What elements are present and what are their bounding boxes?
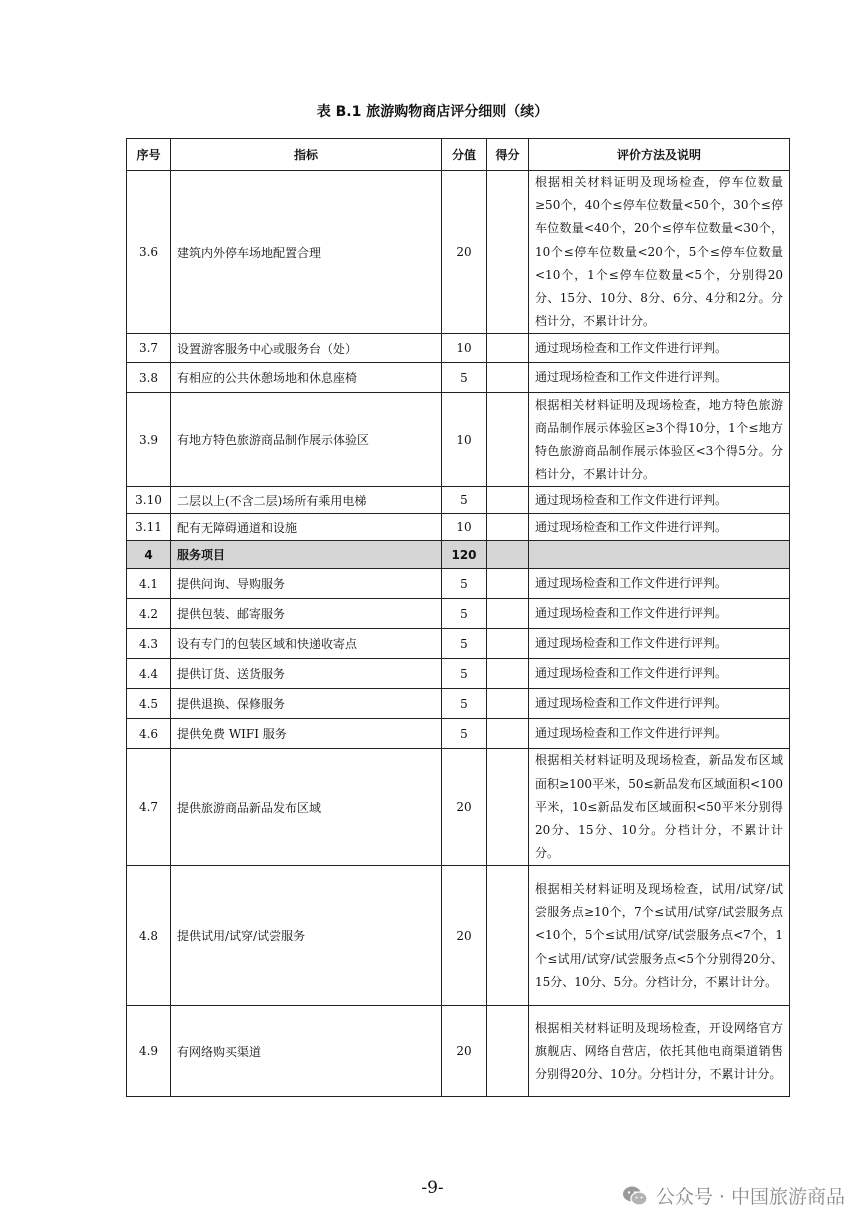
cell-method: 通过现场检查和工作文件进行评判。 bbox=[529, 689, 790, 719]
table-row bbox=[127, 659, 790, 689]
cell-method: 通过现场检查和工作文件进行评判。 bbox=[529, 363, 790, 393]
header-indicator: 指标 bbox=[171, 139, 442, 171]
cell-points bbox=[487, 514, 529, 541]
cell-method: 通过现场检查和工作文件进行评判。 bbox=[529, 487, 790, 514]
cell-no: 4.6 bbox=[127, 719, 171, 749]
cell-indicator: 提供订货、送货服务 bbox=[171, 659, 442, 689]
page-title: 表 B.1 旅游购物商店评分细则（续） bbox=[316, 104, 549, 120]
cell-points bbox=[487, 569, 529, 599]
cell-score: 5 bbox=[442, 689, 487, 719]
cell-no: 4 bbox=[127, 541, 171, 569]
section-row bbox=[127, 541, 790, 569]
cell-no: 4.8 bbox=[127, 866, 171, 1006]
cell-score: 120 bbox=[442, 541, 487, 569]
cell-indicator: 提供包装、邮寄服务 bbox=[171, 599, 442, 629]
table-row bbox=[127, 334, 790, 363]
cell-no: 3.11 bbox=[127, 514, 171, 541]
header-method: 评价方法及说明 bbox=[529, 139, 790, 171]
cell-no: 4.4 bbox=[127, 659, 171, 689]
table-row bbox=[127, 1006, 790, 1097]
cell-no: 3.9 bbox=[127, 393, 171, 487]
cell-no: 4.5 bbox=[127, 689, 171, 719]
header-score: 分值 bbox=[442, 139, 487, 171]
wechat-icon bbox=[622, 1185, 648, 1207]
cell-score: 5 bbox=[442, 659, 487, 689]
cell-points bbox=[487, 1006, 529, 1097]
cell-indicator: 提供旅游商品新品发布区域 bbox=[171, 749, 442, 866]
cell-method: 根据相关材料证明及现场检查，新品发布区域面积≥100平米，50≤新品发布区域面积<100平米，10≤新品发布区域面积<50平米分别得20分、15分、10分。分档计分，不累计计分。 bbox=[529, 749, 790, 866]
table-row bbox=[127, 569, 790, 599]
cell-score: 10 bbox=[442, 393, 487, 487]
cell-no: 3.7 bbox=[127, 334, 171, 363]
cell-indicator: 有地方特色旅游商品制作展示体验区 bbox=[171, 393, 442, 487]
cell-points bbox=[487, 689, 529, 719]
cell-points bbox=[487, 363, 529, 393]
cell-no: 3.8 bbox=[127, 363, 171, 393]
table-row bbox=[127, 514, 790, 541]
cell-method: 通过现场检查和工作文件进行评判。 bbox=[529, 599, 790, 629]
cell-points bbox=[487, 599, 529, 629]
cell-method: 通过现场检查和工作文件进行评判。 bbox=[529, 629, 790, 659]
table-row bbox=[127, 599, 790, 629]
cell-indicator: 设有专门的包装区域和快递收寄点 bbox=[171, 629, 442, 659]
cell-score: 5 bbox=[442, 599, 487, 629]
cell-method: 根据相关材料证明及现场检查，地方特色旅游商品制作展示体验区≥3个得10分，1个≤地方特色旅游商品制作展示体验区<3个得5分。分档计分，不累计计分。 bbox=[529, 393, 790, 487]
cell-points bbox=[487, 629, 529, 659]
cell-indicator: 提供退换、保修服务 bbox=[171, 689, 442, 719]
table-row bbox=[127, 689, 790, 719]
cell-points bbox=[487, 866, 529, 1006]
cell-no: 4.9 bbox=[127, 1006, 171, 1097]
cell-indicator: 建筑内外停车场地配置合理 bbox=[171, 171, 442, 334]
cell-score: 20 bbox=[442, 1006, 487, 1097]
table-header-row bbox=[127, 139, 790, 171]
cell-method: 根据相关材料证明及现场检查，停车位数量≥50个，40个≤停车位数量<50个，30个≤停车位数量<40个，20个≤停车位数量<30个，10个≤停车位数量<20个，5个≤停车位数量<10个，1个≤停车位数量<5个，分别得20分、15分、10分、8分、6分、4分和2分。分档计分，不累计计分。 bbox=[529, 171, 790, 334]
cell-indicator: 服务项目 bbox=[171, 541, 442, 569]
table-row bbox=[127, 363, 790, 393]
cell-score: 20 bbox=[442, 171, 487, 334]
cell-points bbox=[487, 541, 529, 569]
cell-method: 根据相关材料证明及现场检查，试用/试穿/试尝服务点≥10个，7个≤试用/试穿/试尝服务点<10个，5个≤试用/试穿/试尝服务点<7个，1个≤试用/试穿/试尝服务点<5个分别得20分、15分、10分、5分。分档计分，不累计计分。 bbox=[529, 866, 790, 1006]
cell-indicator: 设置游客服务中心或服务台（处） bbox=[171, 334, 442, 363]
cell-score: 20 bbox=[442, 749, 487, 866]
cell-indicator: 有网络购买渠道 bbox=[171, 1006, 442, 1097]
cell-points bbox=[487, 659, 529, 689]
cell-indicator: 二层以上(不含二层)场所有乘用电梯 bbox=[171, 487, 442, 514]
cell-score: 20 bbox=[442, 866, 487, 1006]
header-points: 得分 bbox=[487, 139, 529, 171]
cell-points bbox=[487, 334, 529, 363]
cell-method: 通过现场检查和工作文件进行评判。 bbox=[529, 719, 790, 749]
cell-method: 通过现场检查和工作文件进行评判。 bbox=[529, 514, 790, 541]
watermark-text: 公众号 · 中国旅游商品 bbox=[655, 1186, 845, 1208]
cell-points bbox=[487, 487, 529, 514]
cell-method: 根据相关材料证明及现场检查，开设网络官方旗舰店、网络自营店，依托其他电商渠道销售分别得20分、10分。分档计分，不累计计分。 bbox=[529, 1006, 790, 1097]
cell-indicator: 配有无障碍通道和设施 bbox=[171, 514, 442, 541]
cell-no: 4.2 bbox=[127, 599, 171, 629]
cell-indicator: 提供问询、导购服务 bbox=[171, 569, 442, 599]
scoring-table bbox=[126, 138, 790, 1097]
table-row bbox=[127, 749, 790, 866]
cell-score: 5 bbox=[442, 569, 487, 599]
cell-indicator: 提供试用/试穿/试尝服务 bbox=[171, 866, 442, 1006]
cell-score: 5 bbox=[442, 363, 487, 393]
cell-score: 5 bbox=[442, 629, 487, 659]
cell-indicator: 有相应的公共休憩场地和休息座椅 bbox=[171, 363, 442, 393]
cell-score: 10 bbox=[442, 514, 487, 541]
page-number: -9- bbox=[421, 1178, 444, 1198]
watermark bbox=[622, 1182, 845, 1209]
cell-no: 4.3 bbox=[127, 629, 171, 659]
cell-no: 4.1 bbox=[127, 569, 171, 599]
cell-no: 3.6 bbox=[127, 171, 171, 334]
cell-score: 5 bbox=[442, 719, 487, 749]
table-row bbox=[127, 629, 790, 659]
table-row bbox=[127, 719, 790, 749]
cell-method: 通过现场检查和工作文件进行评判。 bbox=[529, 569, 790, 599]
cell-no: 4.7 bbox=[127, 749, 171, 866]
cell-no: 3.10 bbox=[127, 487, 171, 514]
table-row bbox=[127, 393, 790, 487]
cell-points bbox=[487, 749, 529, 866]
table-row bbox=[127, 487, 790, 514]
cell-method: 通过现场检查和工作文件进行评判。 bbox=[529, 659, 790, 689]
cell-score: 10 bbox=[442, 334, 487, 363]
cell-points bbox=[487, 171, 529, 334]
cell-points bbox=[487, 393, 529, 487]
table-row bbox=[127, 171, 790, 334]
cell-indicator: 提供免费 WIFI 服务 bbox=[171, 719, 442, 749]
cell-score: 5 bbox=[442, 487, 487, 514]
header-no: 序号 bbox=[127, 139, 171, 171]
cell-points bbox=[487, 719, 529, 749]
table-row bbox=[127, 866, 790, 1006]
cell-method bbox=[529, 541, 790, 569]
cell-method: 通过现场检查和工作文件进行评判。 bbox=[529, 334, 790, 363]
